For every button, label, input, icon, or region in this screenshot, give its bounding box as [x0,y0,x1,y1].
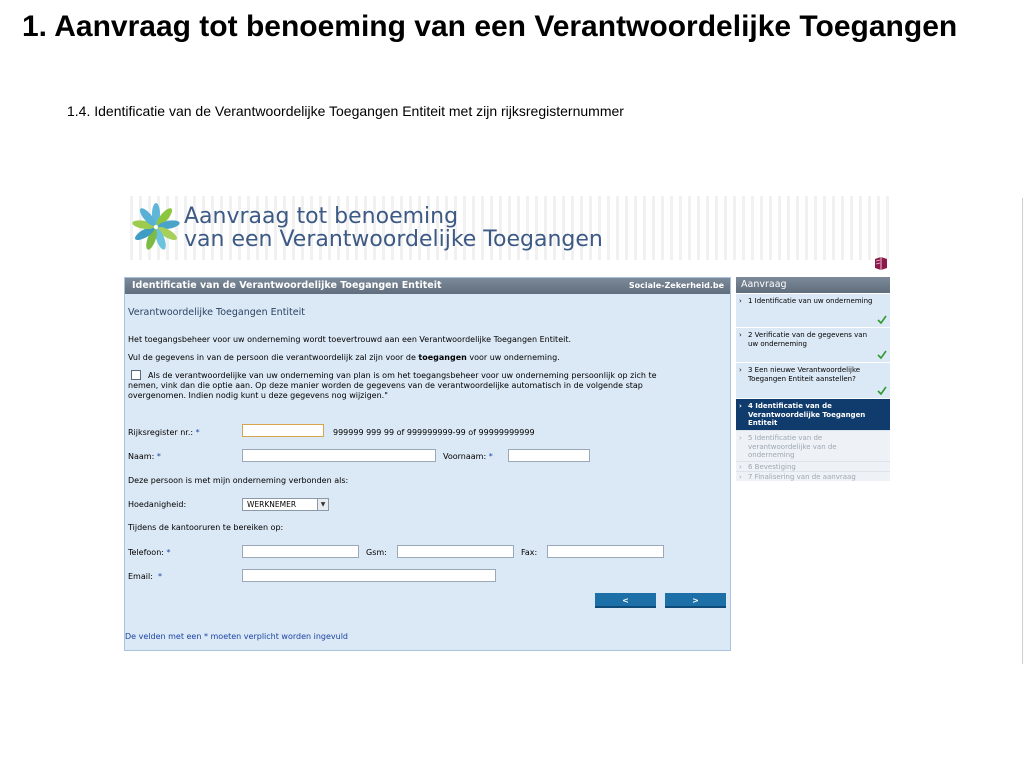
naam-label: Naam: * [128,452,161,461]
email-input[interactable] [242,569,496,582]
telefoon-input[interactable] [242,545,359,558]
intro-text-1: Het toegangsbeheer voor uw onderneming wordt toevertrouwd aan een Verantwoordelijke Toegangen Entiteit. [128,335,572,344]
step-item-5 [736,430,890,461]
checkbox-text-line1: Als de verantwoordelijke van uw onderneming van plan is om het toegangsbeheer voor uw onderneming persoonlijk op zich te [148,371,657,380]
previous-button[interactable]: < [595,593,656,608]
chevron-right-icon: › [739,297,742,305]
step-item-2[interactable] [736,327,890,362]
step-label: 4 Identificatie van de Verantwoordelijke Toegangen Entiteit [748,402,866,427]
step-item-4[interactable] [736,398,890,430]
step-label: 5 Identificatie van de verantwoordelijke van de onderneming [748,434,837,459]
checkbox-text-line2: nemen, vink dan die optie aan. Op deze manier worden de gegevens van de verantwoordelijke automatisch in de volgende stap [128,381,643,390]
slide-edge-line [1022,198,1023,664]
step-label: 6 Bevestiging [748,463,796,471]
hoedanigheid-selected-value: WERKNEMER [247,500,297,509]
chevron-down-icon[interactable]: ▼ [317,499,328,510]
fax-label: Fax: [521,548,538,557]
book-help-icon[interactable] [873,256,889,270]
chevron-right-icon: › [739,366,742,374]
section-title: Verantwoordelijke Toegangen Entiteit [128,307,305,318]
rijksregister-input[interactable] [242,424,324,437]
banner [124,196,890,260]
telefoon-label: Telefoon: * [128,548,171,557]
slide-title: 1. Aanvraag tot benoeming van een Verantwoordelijke Toegangen [22,10,958,43]
gsm-label: Gsm: [366,548,387,557]
form-panel-header [125,278,730,294]
form-panel [124,277,731,651]
rijksregister-label: Rijksregister nr.: * [128,428,200,437]
intro-text-2: Vul de gegevens in van de persoon die verantwoordelijk zal zijn voor de toegangen voor uw onderneming. [128,353,560,362]
steps-header: Aanvraag [736,277,890,293]
slide-subtitle: 1.4. Identificatie van de Verantwoordelijke Toegangen Entiteit met zijn rijksregisternummer [67,103,624,119]
required-fields-footnote: De velden met een * moeten verplicht worden ingevuld [125,632,349,641]
step-item-7 [736,471,890,481]
gsm-input[interactable] [397,545,514,558]
banner-title-line2: van een Verantwoordelijke Toegangen [184,227,603,252]
relation-text: Deze persoon is met mijn onderneming verbonden als: [128,476,349,485]
embedded-screenshot [124,196,890,656]
voornaam-label: Voornaam: * [443,452,493,461]
chevron-right-icon: › [739,331,742,339]
reach-text: Tijdens de kantooruren te bereiken op: [128,523,284,532]
brand-label[interactable]: Sociale-Zekerheid.be [628,281,724,290]
step-label: 3 Een nieuwe Verantwoordelijke Toegangen Entiteit aanstellen? [748,366,861,383]
self-manage-checkbox[interactable] [131,370,141,380]
checkmark-icon [877,315,887,325]
hoedanigheid-select[interactable] [242,498,329,511]
step-label: 2 Verificatie van de gegevens van uw onderneming [748,331,868,348]
chevron-right-icon: › [739,463,742,471]
chevron-right-icon: › [739,402,742,410]
fax-input[interactable] [547,545,664,558]
step-label: 1 Identificatie van uw onderneming [748,297,873,305]
step-label: 7 Finalisering van de aanvraag [748,473,856,481]
chevron-right-icon: › [739,434,742,442]
chevron-right-icon: › [739,473,742,481]
step-item-1[interactable] [736,293,890,327]
checkbox-text-line3: overgenomen. Indien nodig kunt u deze gegevens nog wijzigen." [128,391,388,400]
voornaam-input[interactable] [508,449,590,462]
checkmark-icon [877,386,887,396]
hoedanigheid-label: Hoedanigheid: [128,500,187,509]
naam-input[interactable] [242,449,436,462]
steps-panel [736,277,890,479]
leaf-flower-logo-icon [130,201,182,253]
step-item-3[interactable] [736,362,890,398]
step-item-6 [736,461,890,471]
form-header-title: Identificatie van de Verantwoordelijke Toegangen Entiteit [132,280,442,291]
rijksregister-format-hint: 999999 999 99 of 999999999-99 of 99999999999 [333,428,535,437]
email-label: Email: * [128,572,162,581]
next-button[interactable]: > [665,593,726,608]
banner-title-line1: Aanvraag tot benoeming [184,204,459,229]
checkmark-icon [877,350,887,360]
